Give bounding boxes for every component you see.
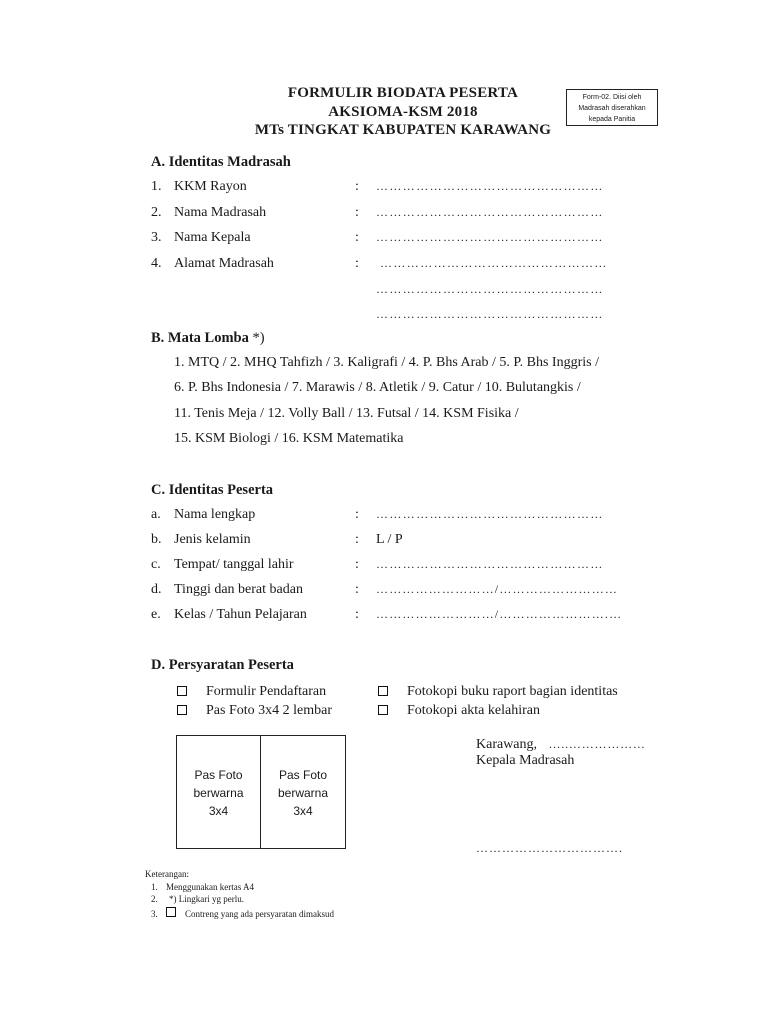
colon: : <box>355 557 359 572</box>
tinggi-berat-field[interactable]: ………………………/……………………… <box>376 582 619 596</box>
note-number: 3. <box>151 909 158 919</box>
section-b-heading-note: *) <box>248 330 265 346</box>
nama-kepala-field[interactable]: …………………………………………… <box>376 230 604 244</box>
note-number: 1. <box>151 882 158 892</box>
alamat-madrasah-label: Alamat Madrasah <box>174 256 274 271</box>
signature-date-field[interactable]: …..……………… <box>548 737 646 751</box>
form-code-line1: Form-02. Diisi oleh <box>582 94 642 101</box>
tinggi-berat-label: Tinggi dan berat badan <box>174 582 303 597</box>
checkbox-formulir-pendaftaran[interactable] <box>177 686 187 696</box>
jenis-kelamin-field[interactable]: L / P <box>376 532 403 547</box>
colon: : <box>355 532 359 547</box>
checkbox-pas-foto[interactable] <box>177 705 187 715</box>
lomba-line-4: 15. KSM Biologi / 16. KSM Matematika <box>174 431 404 446</box>
checkbox-fotokopi-raport[interactable] <box>378 686 388 696</box>
row-letter: d. <box>151 582 162 597</box>
photo-box-text: berwarna <box>193 786 244 800</box>
nama-madrasah-field[interactable]: …………………………………………… <box>376 205 604 219</box>
photo-box-text: berwarna <box>277 786 329 800</box>
kelas-tahun-label: Kelas / Tahun Pelajaran <box>174 607 307 622</box>
photo-box-right <box>260 735 346 849</box>
section-d-heading: D. Persyaratan Peserta <box>151 657 294 673</box>
colon: : <box>355 256 359 271</box>
kkm-rayon-label: KKM Rayon <box>174 179 247 194</box>
note-3-text: Contreng yang ada persyaratan dimaksud <box>185 909 334 919</box>
alamat-madrasah-field-1[interactable]: …………………………………………… <box>380 256 608 270</box>
note-3 <box>151 909 158 919</box>
nama-kepala-label: Nama Kepala <box>174 230 251 245</box>
row-letter: e. <box>151 607 161 622</box>
signature-place-date <box>476 737 646 753</box>
form-code-line3: kepada Panitia <box>588 116 636 123</box>
colon: : <box>355 507 359 522</box>
fotokopi-raport-label: Fotokopi buku raport bagian identitas <box>407 684 618 699</box>
note-2 <box>151 894 244 904</box>
form-code-line2: Madrasah diserahkan <box>578 105 646 112</box>
section-b-heading-text: B. Mata Lomba <box>151 330 249 346</box>
row-number: 1. <box>151 179 162 194</box>
photo-box-text: Pas Foto <box>278 768 328 782</box>
colon: : <box>355 230 359 245</box>
photo-box-left <box>176 735 261 849</box>
nama-madrasah-label: Nama Madrasah <box>174 205 267 220</box>
lomba-line-1: 1. MTQ / 2. MHQ Tahfizh / 3. Kaligrafi / 4. P. Bhs Arab / 5. P. Bhs Inggris / <box>174 355 599 370</box>
signature-role: Kepala Madrasah <box>476 753 575 768</box>
form-title-line2: AKSIOMA-KSM 2018 <box>328 104 478 120</box>
row-letter: c. <box>151 557 161 572</box>
form-code-box <box>566 89 658 126</box>
note-1 <box>151 882 254 892</box>
notes-heading: Keterangan: <box>145 869 189 879</box>
note-text: *) Lingkari yg perlu. <box>169 894 244 904</box>
section-b-heading <box>151 330 265 347</box>
nama-lengkap-field[interactable]: …………………………………………… <box>376 507 604 521</box>
photo-box-text: 3x4 <box>293 804 313 818</box>
tempat-tanggal-lahir-label: Tempat/ tanggal lahir <box>174 557 294 572</box>
signature-place: Karawang, <box>476 737 538 752</box>
formulir-pendaftaran-label: Formulir Pendaftaran <box>206 684 327 699</box>
jenis-kelamin-label: Jenis kelamin <box>174 532 251 547</box>
row-number: 4. <box>151 256 162 271</box>
akta-kelahiran-label: Fotokopi akta kelahiran <box>407 703 540 718</box>
colon: : <box>355 179 359 194</box>
kkm-rayon-field[interactable]: …………………………………………… <box>376 179 604 193</box>
note-checkbox-icon <box>166 907 176 917</box>
section-c-heading: C. Identitas Peserta <box>151 482 274 498</box>
colon: : <box>355 607 359 622</box>
lomba-line-2: 6. P. Bhs Indonesia / 7. Marawis / 8. Atletik / 9. Catur / 10. Bulutangkis / <box>174 380 581 395</box>
kelas-tahun-field[interactable]: ………………………/…………………….… <box>376 607 623 621</box>
row-letter: b. <box>151 532 162 547</box>
checkbox-akta-kelahiran[interactable] <box>378 705 388 715</box>
pas-foto-label: Pas Foto 3x4 2 lembar <box>206 703 332 718</box>
photo-box-text: 3x4 <box>208 804 229 818</box>
colon: : <box>355 205 359 220</box>
alamat-madrasah-field-3[interactable]: …………………………………………… <box>376 307 604 321</box>
lomba-line-3: 11. Tenis Meja / 12. Volly Ball / 13. Futsal / 14. KSM Fisika / <box>174 406 519 421</box>
photo-box-text: Pas Foto <box>194 768 243 782</box>
tempat-tanggal-lahir-field[interactable]: …………………………………………… <box>376 557 604 571</box>
signature-name-field[interactable]: ……………………………. <box>476 841 623 855</box>
note-number: 2. <box>151 894 158 904</box>
form-title-line1: FORMULIR BIODATA PESERTA <box>287 85 519 101</box>
row-letter: a. <box>151 507 161 522</box>
form-title-line3: MTs TINGKAT KABUPATEN KARAWANG <box>254 122 552 138</box>
note-text: Menggunakan kertas A4 <box>166 882 254 892</box>
section-a-heading: A. Identitas Madrasah <box>151 154 291 170</box>
nama-lengkap-label: Nama lengkap <box>174 507 256 522</box>
row-number: 2. <box>151 205 162 220</box>
row-number: 3. <box>151 230 162 245</box>
colon: : <box>355 582 359 597</box>
alamat-madrasah-field-2[interactable]: …………………………………………… <box>376 282 604 296</box>
